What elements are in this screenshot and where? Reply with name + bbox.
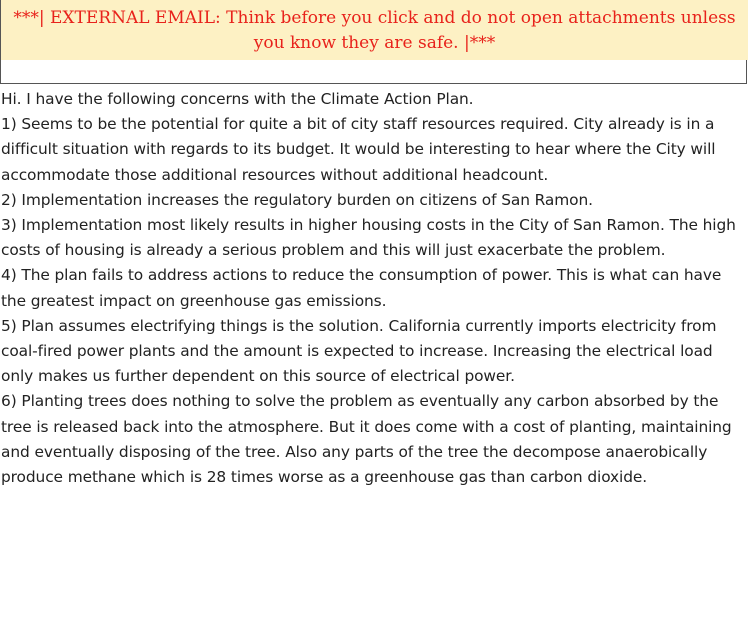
external-email-warning: ***| EXTERNAL EMAIL: Think before you click and do not open attachments unless you know they are safe. |***	[1, 0, 748, 60]
email-body	[1, 87, 749, 490]
concern-item-2: 2) Implementation increases the regulatory burden on citizens of San Ramon.	[1, 190, 593, 209]
concern-item-6: 6) Planting trees does nothing to solve the problem as eventually any carbon absorbed by the tree is released back into the atmosphere. But it does come with a cost of planting, maintaining and eventually disposing of the tree. Also any parts of the tree the decompose anaerobically produce methane which is 28 times worse as a greenhouse gas than carbon dioxide.	[1, 392, 732, 487]
concern-item-3: 3) Implementation most likely results in higher housing costs in the City of San Ramon. The high costs of housing is already a serious problem and this will just exacerbate the problem.	[1, 216, 736, 260]
concern-item-1: 1) Seems to be the potential for quite a bit of city staff resources required. City already is in a difficult situation with regards to its budget. It would be interesting to hear where the City will accommodate those additional resources without additional headcount.	[1, 115, 716, 184]
external-email-banner	[0, 0, 747, 84]
concern-item-5: 5) Plan assumes electrifying things is the solution. California currently imports electricity from coal-fired power plants and the amount is expected to increase. Increasing the electrical load only makes us further dependent on this source of electrical power.	[1, 316, 717, 386]
email-greeting: Hi. I have the following concerns with the Climate Action Plan.	[1, 90, 474, 108]
concern-item-4: 4) The plan fails to address actions to reduce the consumption of power. This is what can have the greatest impact on greenhouse gas emissions.	[1, 266, 722, 310]
